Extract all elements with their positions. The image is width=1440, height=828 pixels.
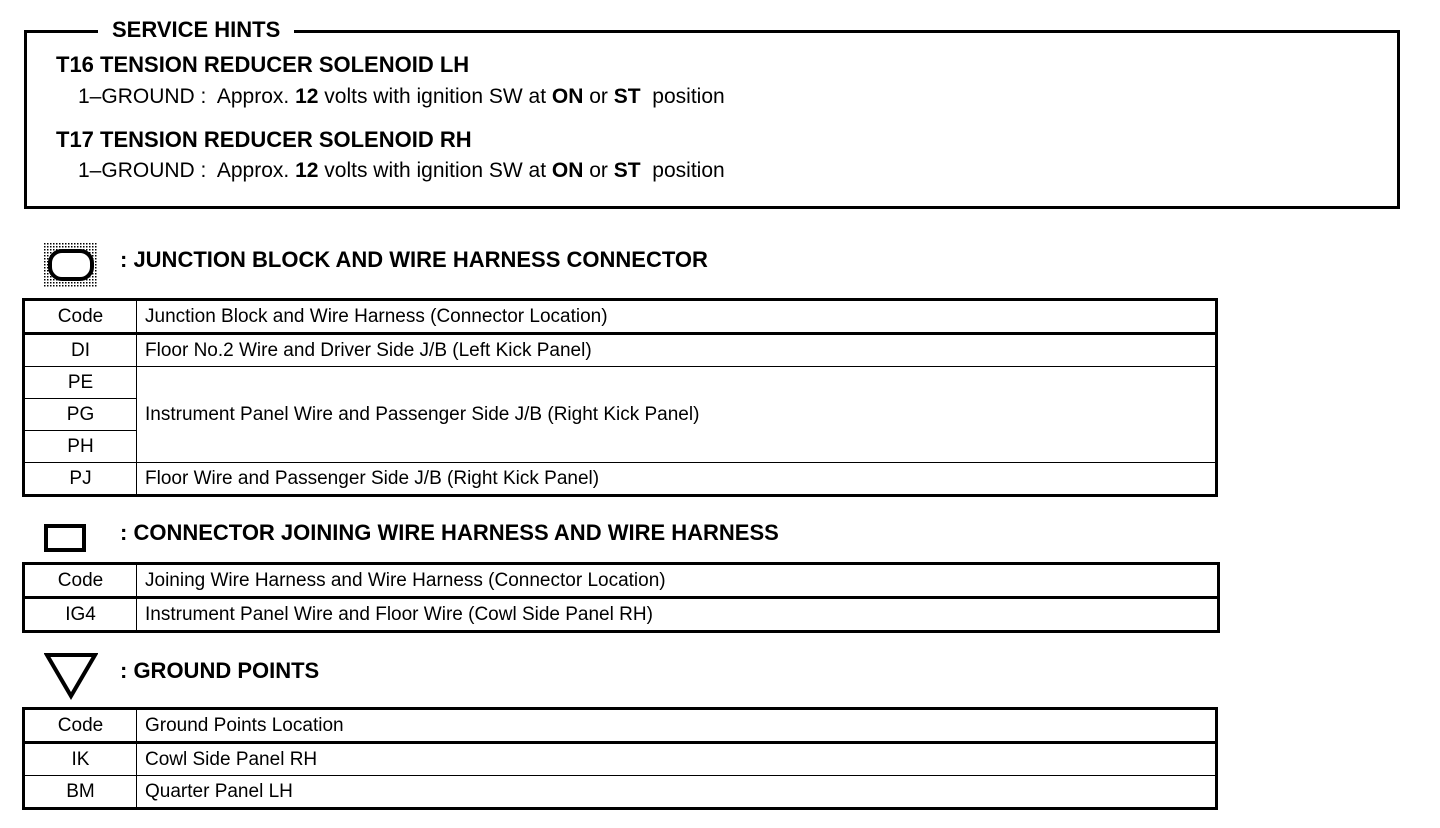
- code-cell: PJ: [24, 463, 137, 496]
- hint-heading-t16: T16 TENSION REDUCER SOLENOID LH: [56, 52, 470, 77]
- ground-points-table: [22, 707, 1218, 810]
- desc-header: Ground Points Location: [137, 709, 1217, 743]
- code-header: Code: [24, 300, 137, 334]
- table-row: [24, 776, 1217, 809]
- ground-triangle-icon: [44, 652, 98, 700]
- code-header: Code: [24, 709, 137, 743]
- hint-line-t16: 1–GROUND : Approx. 12 volts with ignition SW at ON or ST position: [78, 85, 725, 108]
- junction-block-table: [22, 298, 1218, 497]
- table-row: [24, 334, 1217, 367]
- connector-joining-title: : CONNECTOR JOINING WIRE HARNESS AND WIRE HARNESS: [120, 520, 779, 545]
- table-row: [24, 367, 1217, 399]
- service-hints-title: SERVICE HINTS: [98, 16, 294, 44]
- table-header-row: [24, 300, 1217, 334]
- desc-cell: Instrument Panel Wire and Floor Wire (Cowl Side Panel RH): [137, 598, 1219, 632]
- table-row: [24, 598, 1219, 632]
- desc-cell: Floor No.2 Wire and Driver Side J/B (Left Kick Panel): [137, 334, 1217, 367]
- table-row: [24, 743, 1217, 776]
- code-header: Code: [24, 564, 137, 598]
- junction-block-title: : JUNCTION BLOCK AND WIRE HARNESS CONNECTOR: [120, 247, 708, 272]
- junction-block-icon: [44, 243, 98, 287]
- hint-line-t17: 1–GROUND : Approx. 12 volts with ignition SW at ON or ST position: [78, 159, 725, 182]
- table-row: [24, 463, 1217, 496]
- desc-header: Junction Block and Wire Harness (Connector Location): [137, 300, 1217, 334]
- code-cell: IK: [24, 743, 137, 776]
- desc-cell: Instrument Panel Wire and Passenger Side J/B (Right Kick Panel): [137, 367, 1217, 463]
- desc-cell: Cowl Side Panel RH: [137, 743, 1217, 776]
- code-cell: PG: [24, 399, 137, 431]
- desc-header: Joining Wire Harness and Wire Harness (Connector Location): [137, 564, 1219, 598]
- connector-joining-table: [22, 562, 1220, 633]
- desc-cell: Floor Wire and Passenger Side J/B (Right Kick Panel): [137, 463, 1217, 496]
- code-cell: IG4: [24, 598, 137, 632]
- ground-points-title: : GROUND POINTS: [120, 658, 320, 683]
- hint-heading-t17: T17 TENSION REDUCER SOLENOID RH: [56, 127, 472, 152]
- connector-box-icon: [44, 524, 86, 552]
- code-cell: BM: [24, 776, 137, 809]
- code-cell: DI: [24, 334, 137, 367]
- code-cell: PH: [24, 431, 137, 463]
- table-header-row: [24, 709, 1217, 743]
- desc-cell: Quarter Panel LH: [137, 776, 1217, 809]
- code-cell: PE: [24, 367, 137, 399]
- table-header-row: [24, 564, 1219, 598]
